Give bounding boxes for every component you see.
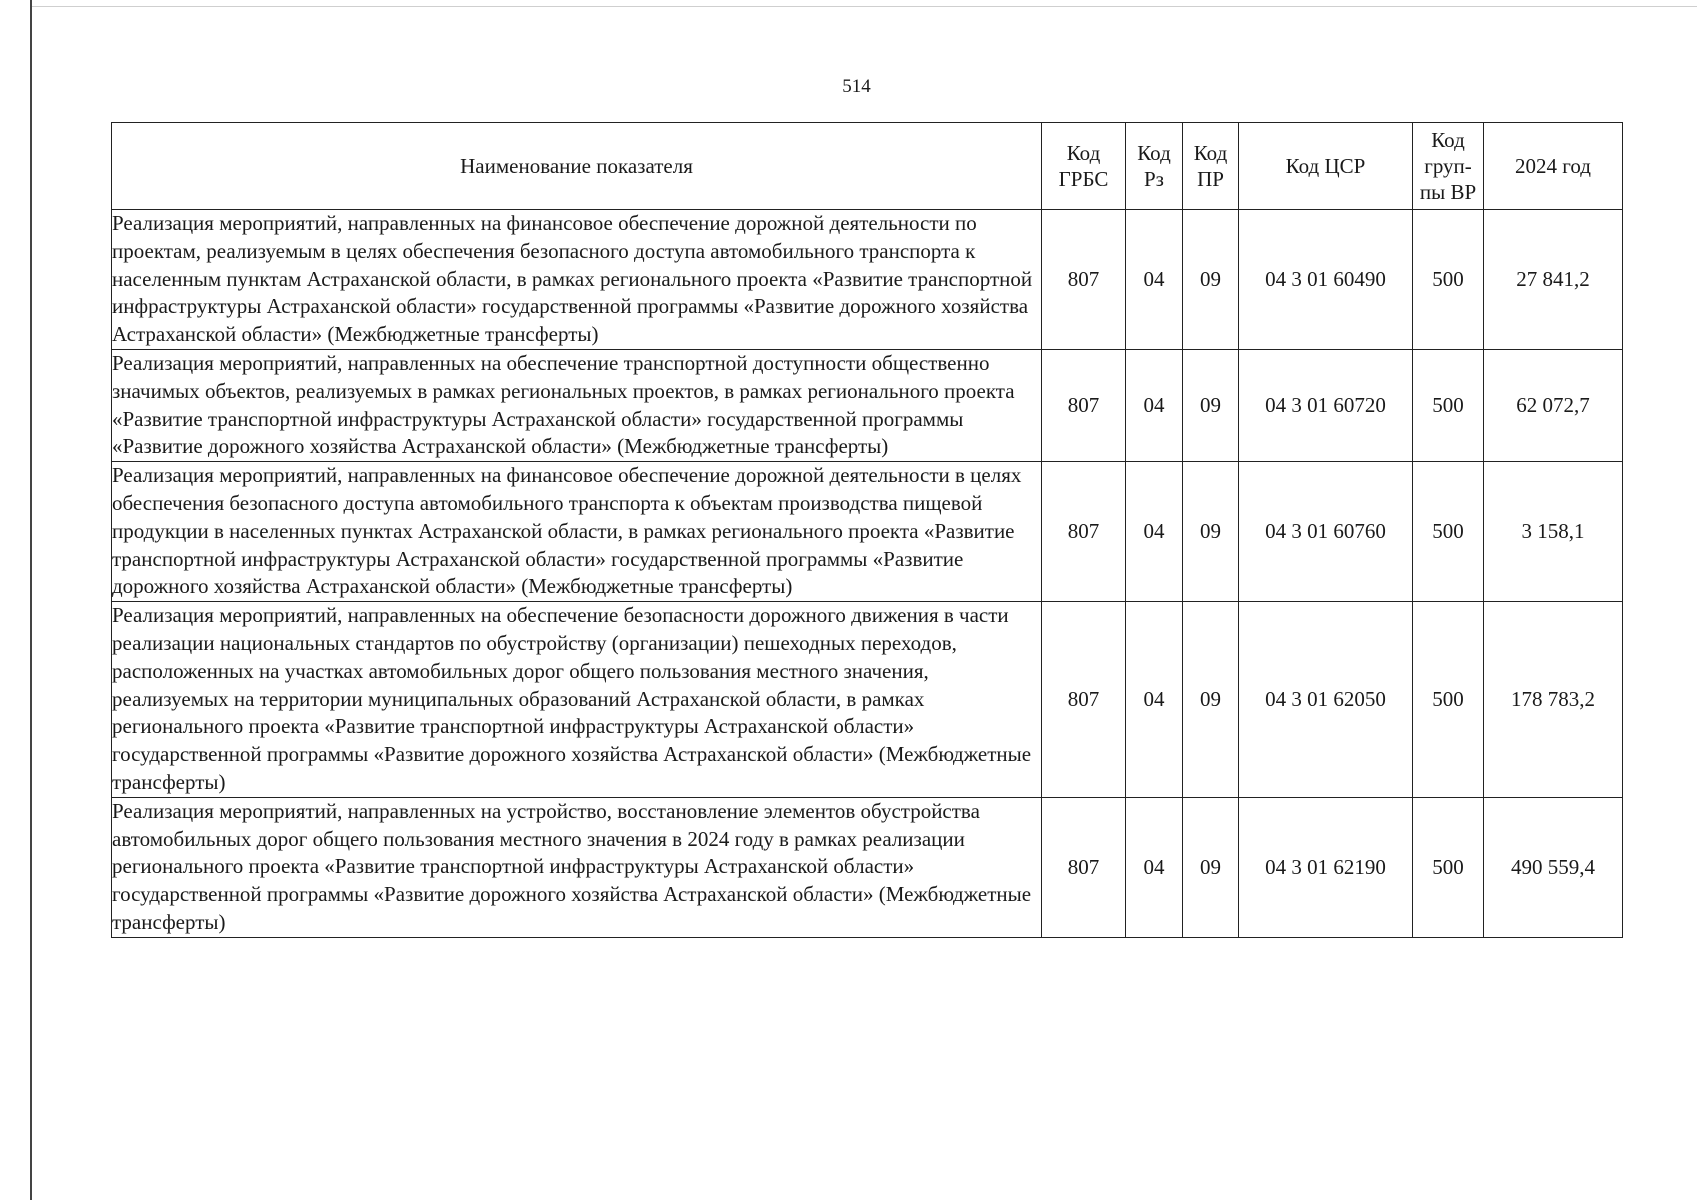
row-rz: 04	[1126, 602, 1183, 798]
row-pr: 09	[1183, 797, 1239, 937]
row-value: 62 072,7	[1484, 349, 1623, 461]
header-grbs	[1042, 123, 1126, 210]
row-rz: 04	[1126, 462, 1183, 602]
scan-top-border	[32, 6, 1697, 7]
row-vr: 500	[1413, 210, 1484, 350]
row-value: 490 559,4	[1484, 797, 1623, 937]
row-csr: 04 3 01 60490	[1239, 210, 1413, 350]
header-rz	[1126, 123, 1183, 210]
row-name: Реализация мероприятий, направленных на финансовое обеспечение дорожной деятельности по проектам, реализуемым в целях обеспечения безопасного доступа автомобильного транспорта к населенным пунктам Астраханской области, в рамках регионального проекта «Развитие транспортной инфраструктуры Астраханской области» государственной программы «Развитие дорожного хозяйства Астраханской области» (Межбюджетные трансферты)	[112, 210, 1042, 350]
header-name	[112, 123, 1042, 210]
scan-left-border	[30, 0, 32, 1200]
row-grbs: 807	[1042, 349, 1126, 461]
header-pr	[1183, 123, 1239, 210]
header-pr-line: ПР	[1197, 167, 1224, 191]
header-vr-line: груп-	[1424, 154, 1472, 178]
row-vr: 500	[1413, 797, 1484, 937]
row-rz: 04	[1126, 210, 1183, 350]
table-row	[112, 210, 1623, 350]
header-grbs-line: Код	[1066, 141, 1101, 165]
table-row	[112, 462, 1623, 602]
row-vr: 500	[1413, 462, 1484, 602]
row-grbs: 807	[1042, 602, 1126, 798]
row-name: Реализация мероприятий, направленных на обеспечение безопасности дорожного движения в части реализации национальных стандартов по обустройству (организации) пешеходных переходов, расположенных на участках автомобильных дорог общего пользования местного значения, реализуемых на территории муниципальных образований Астраханской области, в рамках регионального проекта «Развитие транспортной инфраструктуры Астраханской области» государственной программы «Развитие дорожного хозяйства Астраханской области» (Межбюджетные трансферты)	[112, 602, 1042, 798]
row-pr: 09	[1183, 210, 1239, 350]
row-value: 3 158,1	[1484, 462, 1623, 602]
header-grbs-line: ГРБС	[1058, 167, 1109, 191]
header-csr-label: Код ЦСР	[1285, 154, 1366, 178]
budget-table	[111, 122, 1623, 938]
table-row	[112, 349, 1623, 461]
row-value: 178 783,2	[1484, 602, 1623, 798]
header-vr-line: Код	[1431, 128, 1465, 152]
table-row	[112, 797, 1623, 937]
row-name: Реализация мероприятий, направленных на финансовое обеспечение дорожной деятельности в целях обеспечения безопасного доступа автомобильного транспорта к объектам производства пищевой продукции в населенных пунктах Астраханской области, в рамках регионального проекта «Развитие транспортной инфраструктуры Астраханской области» государственной программы «Развитие дорожного хозяйства Астраханской области» (Межбюджетные трансферты)	[112, 462, 1042, 602]
row-name: Реализация мероприятий, направленных на устройство, восстановление элементов обустройства автомобильных дорог общего пользования местного значения в 2024 году в рамках реализации регионального проекта «Развитие транспортной инфраструктуры Астраханской области» государственной программы «Развитие дорожного хозяйства Астраханской области» (Межбюджетные трансферты)	[112, 797, 1042, 937]
row-pr: 09	[1183, 462, 1239, 602]
header-rz-line: Рз	[1144, 167, 1164, 191]
table-row	[112, 602, 1623, 798]
row-value: 27 841,2	[1484, 210, 1623, 350]
row-rz: 04	[1126, 349, 1183, 461]
row-grbs: 807	[1042, 797, 1126, 937]
row-vr: 500	[1413, 349, 1484, 461]
table-header-row	[112, 123, 1623, 210]
row-grbs: 807	[1042, 210, 1126, 350]
row-pr: 09	[1183, 602, 1239, 798]
page-number: 514	[842, 76, 871, 97]
row-rz: 04	[1126, 797, 1183, 937]
row-csr: 04 3 01 60760	[1239, 462, 1413, 602]
header-pr-line: Код	[1193, 141, 1228, 165]
header-year	[1484, 123, 1623, 210]
header-vr-line: пы ВР	[1419, 180, 1477, 204]
row-name: Реализация мероприятий, направленных на обеспечение транспортной доступности общественно значимых объектов, реализуемых в рамках региональных проектов, в рамках регионального проекта «Развитие транспортной инфраструктуры Астраханской области» государственной программы «Развитие дорожного хозяйства Астраханской области» (Межбюджетные трансферты)	[112, 349, 1042, 461]
row-vr: 500	[1413, 602, 1484, 798]
header-vr	[1413, 123, 1484, 210]
row-pr: 09	[1183, 349, 1239, 461]
header-year-label: 2024 год	[1515, 154, 1591, 178]
row-grbs: 807	[1042, 462, 1126, 602]
header-rz-line: Код	[1137, 141, 1171, 165]
header-name-label: Наименование показателя	[460, 154, 693, 178]
header-csr	[1239, 123, 1413, 210]
row-csr: 04 3 01 62190	[1239, 797, 1413, 937]
row-csr: 04 3 01 62050	[1239, 602, 1413, 798]
row-csr: 04 3 01 60720	[1239, 349, 1413, 461]
